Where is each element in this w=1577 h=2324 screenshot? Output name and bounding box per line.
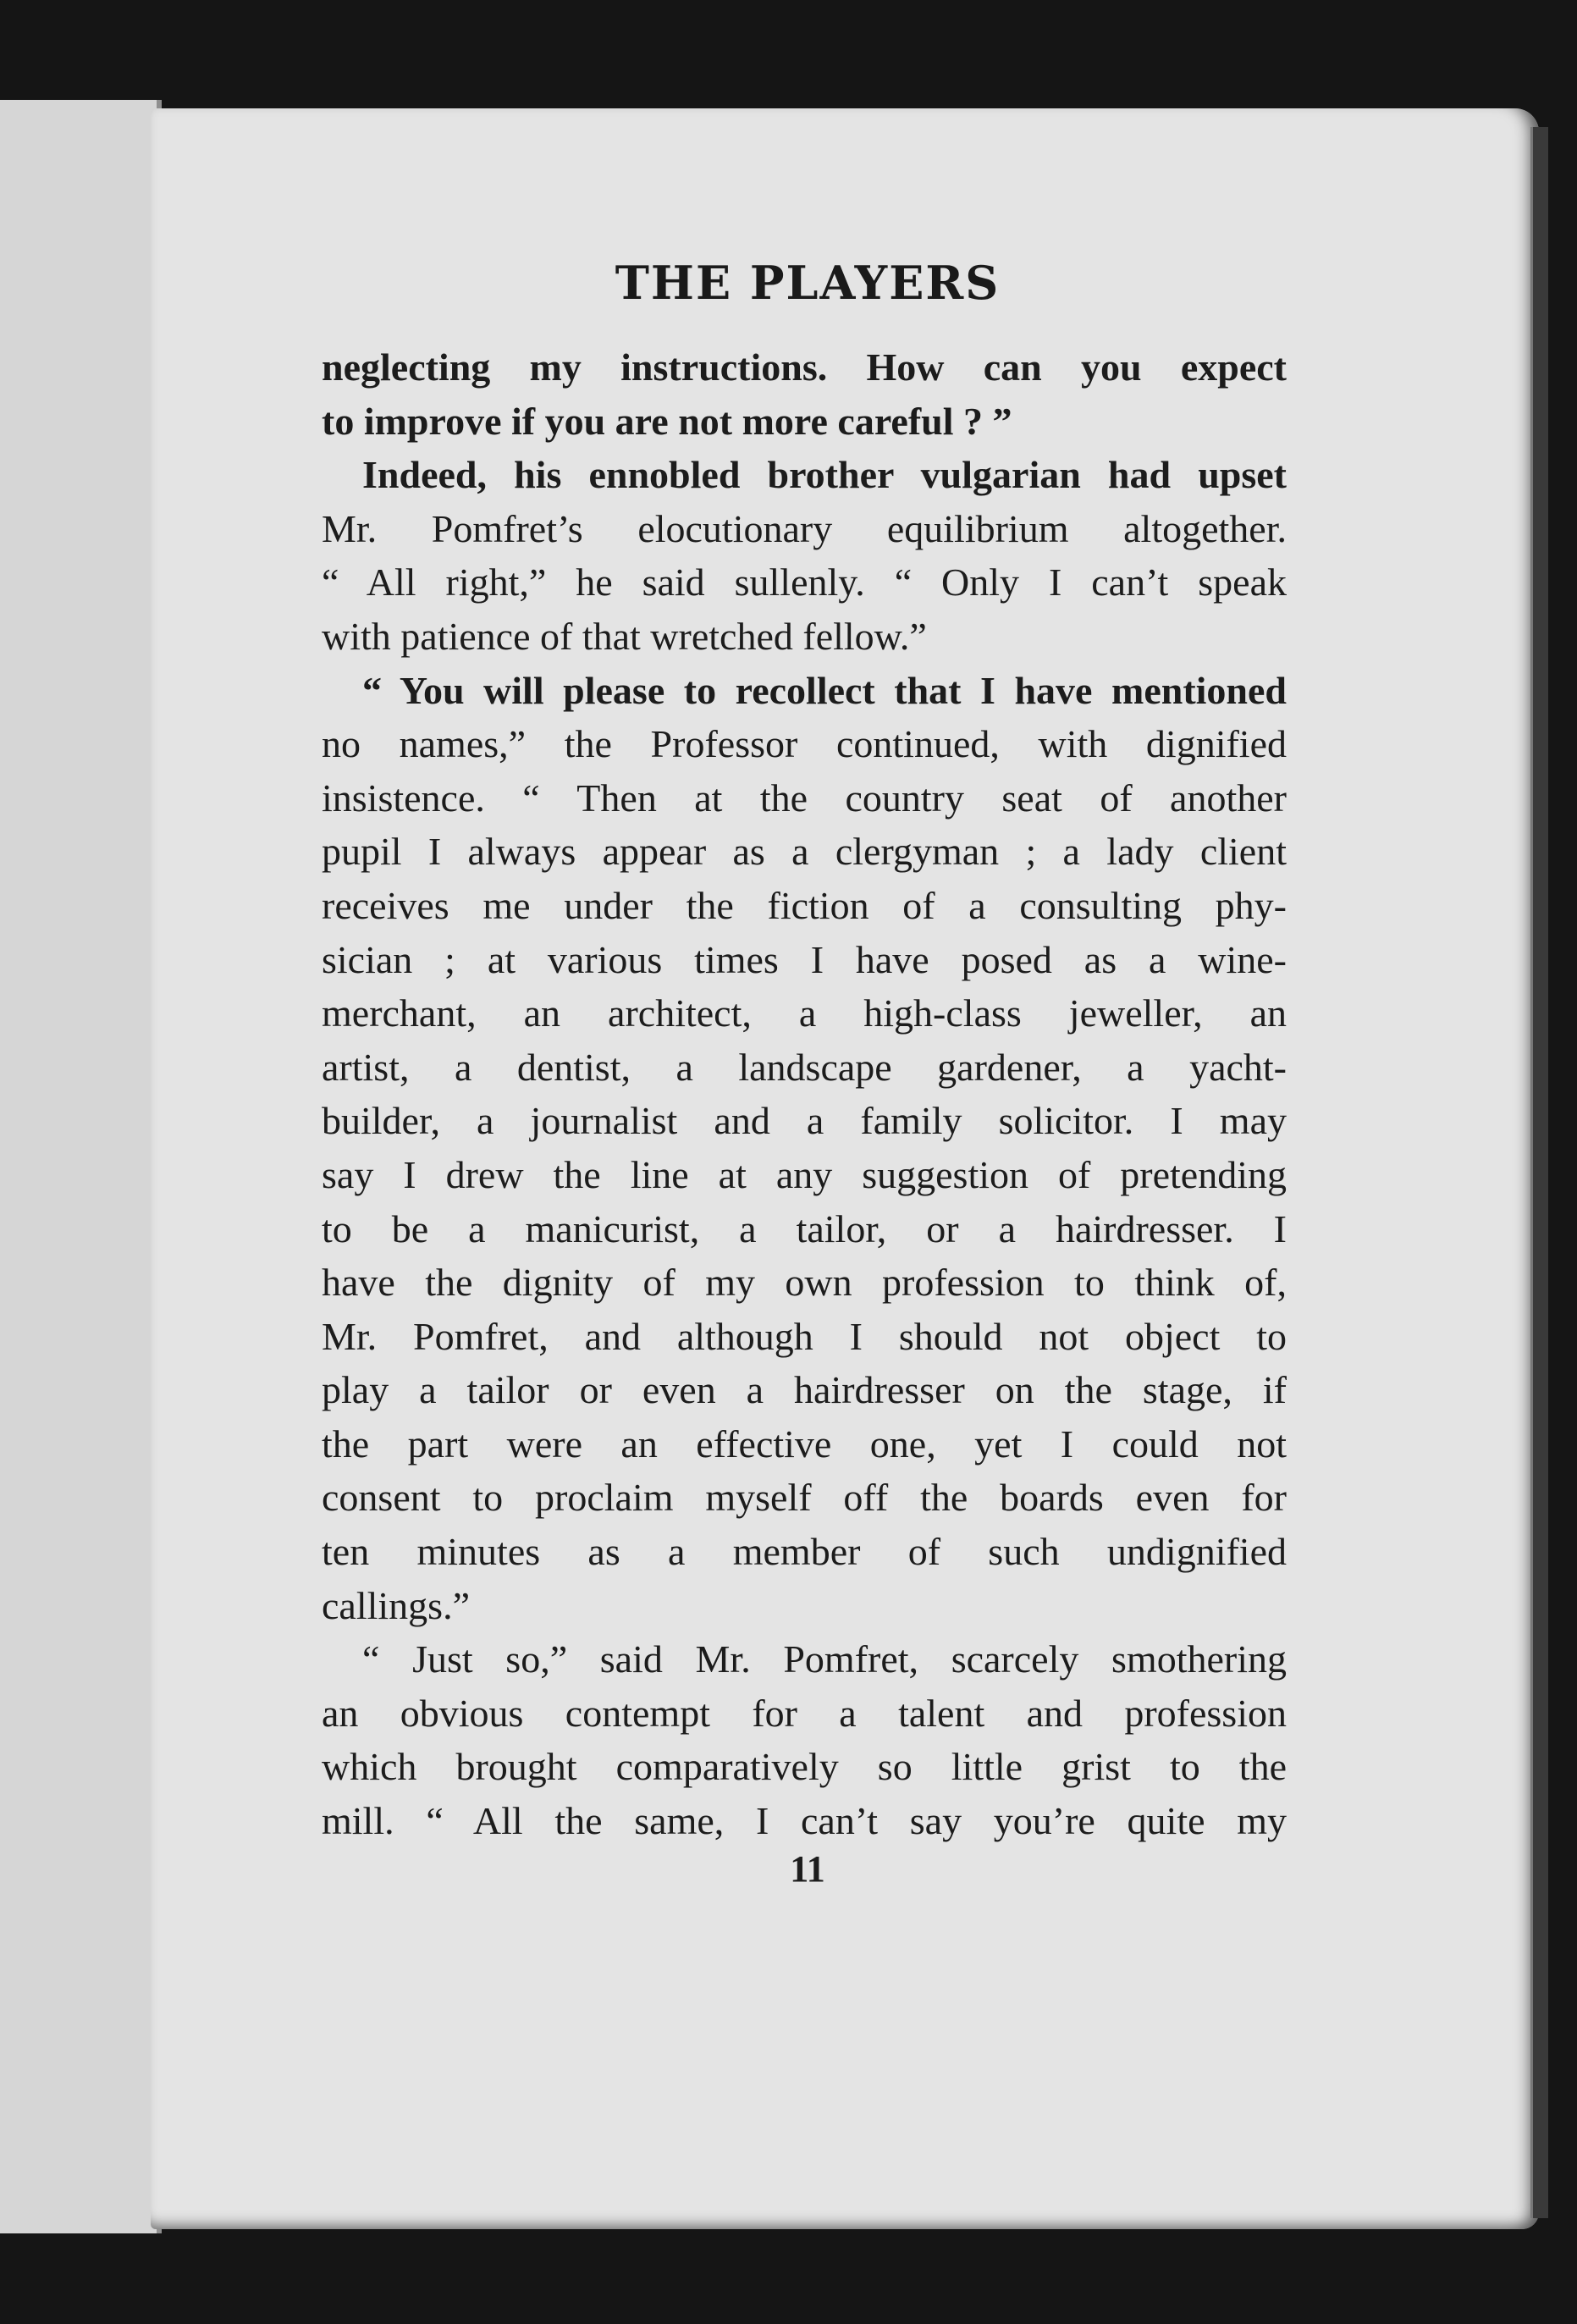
- page-number: 11: [790, 1848, 825, 1890]
- text-line: callings.”: [322, 1583, 470, 1627]
- text-line: no names,” the Professor continued, with dignified: [322, 722, 1287, 766]
- text-line: mill. “ All the same, I can’t say you’re quite my: [322, 1799, 1287, 1843]
- text-line: builder, a journalist and a family solicitor. I may: [322, 1099, 1287, 1143]
- text-line: “ All right,” he said sullenly. “ Only I can’t speak: [322, 560, 1287, 604]
- text-line: play a tailor or even a hairdresser on the stage, if: [322, 1368, 1287, 1412]
- body-text: [322, 340, 1287, 1848]
- text-line: the part were an effective one, yet I could not: [322, 1421, 1287, 1466]
- text-line: neglecting my instructions. How can you expect: [322, 345, 1287, 389]
- text-line: with patience of that wretched fellow.”: [322, 614, 927, 658]
- text-line: consent to proclaim myself off the boards even for: [322, 1476, 1287, 1520]
- text-line: ten minutes as a member of such undignified: [322, 1530, 1287, 1574]
- text-line: have the dignity of my own profession to think of,: [322, 1261, 1287, 1305]
- text-line: to improve if you are not more careful ? ”: [322, 399, 1012, 443]
- page-edge-shadow: [1530, 127, 1548, 2218]
- text-line: Mr. Pomfret, and although I should not object to: [322, 1314, 1287, 1358]
- text-line: sician ; at various times I have posed as a wine-: [322, 937, 1287, 981]
- running-head: THE PLAYERS: [615, 256, 1001, 310]
- facing-page-edge: [0, 100, 162, 2233]
- text-line: an obvious contempt for a talent and profession: [322, 1691, 1287, 1735]
- text-line: receives me under the fiction of a consulting phy-: [322, 883, 1287, 927]
- text-line: Mr. Pomfret’s elocutionary equilibrium altogether.: [322, 506, 1287, 550]
- text-line: insistence. “ Then at the country seat of another: [322, 776, 1287, 820]
- text-line: “ Just so,” said Mr. Pomfret, scarcely smothering: [362, 1637, 1287, 1681]
- text-line: say I drew the line at any suggestion of pretending: [322, 1152, 1287, 1196]
- text-line: pupil I always appear as a clergyman ; a lady client: [322, 830, 1287, 874]
- text-line: “ You will please to recollect that I have mentioned: [362, 668, 1287, 712]
- text-line: which brought comparatively so little grist to the: [322, 1745, 1287, 1789]
- text-line: Indeed, his ennobled brother vulgarian had upset: [362, 453, 1287, 497]
- text-line: merchant, an architect, a high-class jeweller, an: [322, 991, 1287, 1035]
- text-line: to be a manicurist, a tailor, or a hairdresser. I: [322, 1206, 1287, 1250]
- text-line: artist, a dentist, a landscape gardener, a yacht-: [322, 1045, 1287, 1089]
